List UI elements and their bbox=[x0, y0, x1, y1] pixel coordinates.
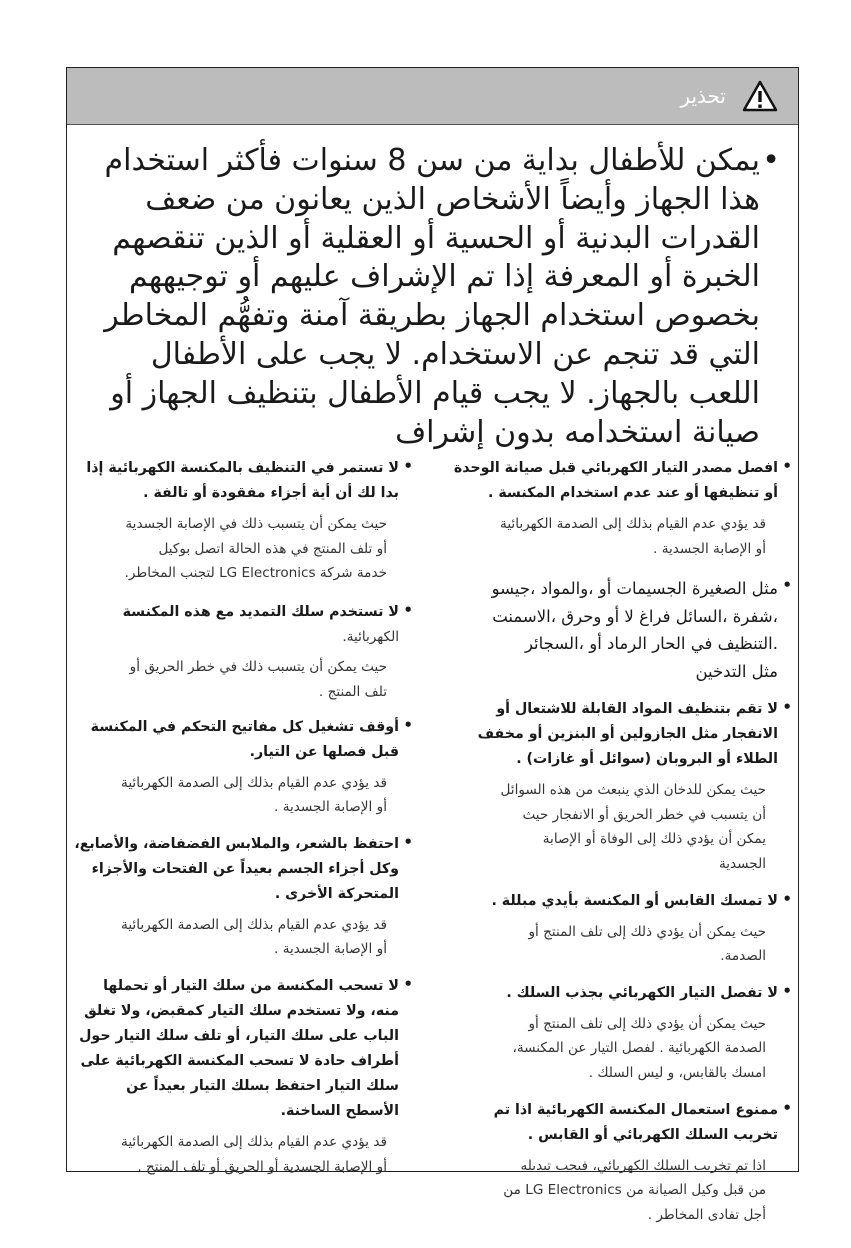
item-heading-line: الباب على سلك التيار، أو تلف سلك التيار حول bbox=[79, 1027, 399, 1044]
bullet-mark: • bbox=[403, 600, 413, 619]
item-heading-line: قبل فصلها عن التيار. bbox=[249, 743, 399, 760]
warning-item bbox=[454, 981, 792, 1086]
warning-frame bbox=[66, 67, 799, 1223]
item-description-line: قد يؤدي عدم القيام بذلك إلى الصدمة الكهربائية bbox=[121, 774, 387, 791]
bullet-mark: • bbox=[782, 698, 792, 717]
item-heading-line: افصل مصدر التيار الكهربائي قبل صيانة الوحدة bbox=[453, 460, 778, 476]
item-description-line: الصدمة الكهربائية . لفصل التيار عن المكنسة، bbox=[512, 1040, 766, 1057]
item-description-line: .التنظيف في الحار الرماد أو ،السجائر bbox=[524, 634, 778, 654]
item-description-line: خدمة شركة LG Electronics لتجنب المخاطر. bbox=[124, 565, 387, 582]
item-description bbox=[454, 1012, 778, 1086]
item-heading-line: وكل أجزاء الجسم بعيداً عن الفتحات والأجزاء bbox=[91, 860, 399, 877]
item-description-line: حيث يمكن أن يتسبب ذلك في خطر الحريق أو bbox=[129, 659, 387, 676]
warning-item bbox=[454, 1098, 792, 1228]
intro-line: التي قد تنجم عن الاستخدام. لا يجب على الأطفال bbox=[150, 336, 760, 372]
warning-triangle-icon bbox=[740, 79, 780, 113]
warning-header bbox=[67, 68, 798, 125]
item-description-line: أو الإصابة الجسدية أو الحريق أو تلف المنتج . bbox=[137, 1158, 387, 1175]
bullet-mark: • bbox=[403, 715, 413, 734]
item-description-line: من قبل وكيل الصيانة من LG Electronics من bbox=[503, 1182, 766, 1199]
warning-title: تحذير bbox=[680, 84, 726, 108]
item-description-line: حيث يمكن أن يؤدي ذلك إلى تلف المنتج أو bbox=[528, 923, 766, 940]
intro-line: هذا الجهاز وأيضاً الأشخاص الذين يعانون من ضعف bbox=[145, 181, 760, 217]
warning-item bbox=[75, 974, 413, 1179]
right-column bbox=[454, 456, 792, 1239]
item-description-line: أو الإصابة الجسدية . bbox=[274, 799, 387, 816]
item-description-line: أن يتسبب في خطر الحريق أو الانفجار حيث bbox=[522, 806, 766, 823]
item-heading-line: لا تقم بتنظيف المواد القابلة للاشتعال أو bbox=[496, 701, 778, 718]
intro-line: الخبرة أو المعرفة إذا تم الإشراف عليهم أو توجيههم bbox=[128, 259, 760, 295]
warning-item bbox=[454, 575, 792, 685]
item-description bbox=[454, 778, 778, 876]
item-description-line: امسك بالقابس، و ليس السلك . bbox=[588, 1064, 766, 1081]
item-description-line: ،شفرة ،السائل فراغ لا أو وحرق ،الاسمنت bbox=[492, 606, 778, 626]
warning-item bbox=[454, 456, 792, 561]
item-description-line: الجسدية bbox=[718, 855, 766, 872]
item-description-line: أجل تفادى المخاطر . bbox=[647, 1206, 766, 1223]
warning-item bbox=[454, 697, 792, 876]
item-description bbox=[454, 920, 778, 969]
intro-bullet: • bbox=[762, 143, 780, 178]
intro-line: يمكن للأطفال بداية من سن 8 سنوات فأكثر استخدام bbox=[104, 143, 760, 178]
item-heading-line: بدا لك أن أية أجزاء مفقودة أو تالفة . bbox=[143, 485, 399, 501]
item-description bbox=[454, 1154, 778, 1228]
item-heading-line: المتحركة الأخرى . bbox=[274, 885, 399, 902]
item-description-line: أو تلف المنتج في هذه الحالة اتصل بوكيل bbox=[158, 540, 387, 557]
bullet-mark: • bbox=[403, 974, 413, 993]
intro-line: صيانة استخدامه بدون إشراف bbox=[395, 414, 760, 450]
item-description-line: حيث يمكن للدخان الذي ينبعث من هذه السوائل bbox=[500, 782, 766, 799]
item-heading-line: منه، ولا تستخدم سلك التيار كمقبض، ولا تغلق bbox=[84, 1002, 399, 1019]
warning-item bbox=[75, 600, 413, 705]
item-heading-line: لا تمسك القابس أو المكنسة بأيدي مبللة . bbox=[491, 892, 778, 909]
item-heading-line: تخريب السلك الكهربائي أو القابس . bbox=[527, 1126, 778, 1143]
warning-item bbox=[454, 889, 792, 969]
item-heading-line: لا تستخدم سلك التمديد مع هذه المكنسة bbox=[122, 603, 399, 620]
bullet-mark: • bbox=[782, 981, 792, 1000]
item-description bbox=[454, 575, 778, 685]
bullet-mark: • bbox=[782, 457, 792, 475]
item-description-line: قد يؤدي عدم القيام بذلك إلى الصدمة الكهربائية bbox=[121, 1133, 387, 1150]
item-heading-line: أطراف حادة لا تسحب المكنسة الكهربائية على bbox=[80, 1052, 399, 1069]
warning-item bbox=[75, 456, 413, 586]
item-description-line: حيث يمكن أن يتسبب ذلك في الإصابة الجسدية bbox=[125, 516, 387, 532]
item-description bbox=[75, 913, 399, 962]
item-description-line: قد يؤدي عدم القيام بذلك إلى الصدمة الكهربائية bbox=[500, 516, 766, 532]
item-heading-line: ممنوع استعمال المكنسة الكهربائية اذا تم bbox=[493, 1101, 778, 1118]
item-description-line: حيث يمكن أن يؤدي ذلك إلى تلف المنتج أو bbox=[528, 1015, 766, 1032]
item-heading-line: الانفجار مثل الجازولين أو البنزين أو مخفف bbox=[477, 726, 778, 743]
item-description-line: تلف المنتج . bbox=[318, 683, 387, 700]
bullet-mark: • bbox=[782, 889, 792, 908]
bullet-mark: • bbox=[403, 457, 413, 475]
item-description bbox=[75, 512, 399, 586]
bullet-mark: • bbox=[782, 576, 792, 595]
intro-line: اللعب بالجهاز. لا يجب قيام الأطفال بتنظيف الجهاز أو bbox=[110, 375, 760, 411]
item-description-line: الصدمة. bbox=[720, 948, 766, 965]
left-column bbox=[75, 456, 413, 1191]
warning-item bbox=[75, 832, 413, 962]
intro-line: القدرات البدنية أو الحسية أو العقلية أو الذين تنقصهم bbox=[112, 220, 760, 256]
item-description bbox=[75, 771, 399, 820]
item-heading-line: لا تسحب المكنسة من سلك التيار أو تحملها bbox=[103, 977, 399, 994]
item-description-line: قد يؤدي عدم القيام بذلك إلى الصدمة الكهربائية bbox=[121, 916, 387, 933]
intro-line: بخصوص استخدام الجهاز بطريقة آمنة وتفهُّم المخاطر bbox=[104, 298, 760, 334]
item-description-line: أو الإصابة الجسدية . bbox=[274, 941, 387, 958]
item-description-line: أو الإصابة الجسدية . bbox=[653, 540, 766, 557]
item-heading-line: احتفظ بالشعر، والملابس الفضفاضة، والأصابع، bbox=[74, 835, 399, 852]
item-heading-line: الأسطح الساخنة. bbox=[280, 1102, 399, 1119]
item-description-line: يمكن أن يؤدي ذلك إلى الوفاة أو الإصابة bbox=[542, 831, 766, 848]
item-heading-line: الطلاء أو البروبان (سوائل أو غازات) . bbox=[516, 751, 778, 768]
warning-item bbox=[75, 715, 413, 820]
item-description bbox=[75, 655, 399, 704]
item-heading-line: سلك التيار احتفظ بسلك التيار بعيداً عن bbox=[126, 1077, 399, 1094]
bullet-mark: • bbox=[782, 1098, 792, 1117]
bullet-mark: • bbox=[403, 832, 413, 851]
item-description-line: مثل الصغيرة الجسيمات أو ،والمواد ،جيسو bbox=[491, 579, 778, 599]
item-description-line: مثل التدخين bbox=[695, 661, 778, 681]
intro-paragraph bbox=[93, 142, 780, 452]
item-heading-sub: الكهربائية. bbox=[342, 628, 399, 645]
item-description-line: اذا تم تخريب السلك الكهربائي، فيجب تبديله bbox=[520, 1157, 766, 1174]
item-heading-line: لا تستمر في التنظيف بالمكنسة الكهربائية إذا bbox=[86, 460, 399, 476]
item-heading-line: أو تنظيفها أو عند عدم استخدام المكنسة . bbox=[488, 485, 778, 501]
item-heading-line: لا تفصل التيار الكهربائي بجذب السلك . bbox=[506, 984, 778, 1001]
item-description bbox=[454, 512, 778, 561]
item-description bbox=[75, 1130, 399, 1179]
item-heading-line: أوقف تشغيل كل مفاتيح التحكم في المكنسة bbox=[90, 718, 399, 735]
